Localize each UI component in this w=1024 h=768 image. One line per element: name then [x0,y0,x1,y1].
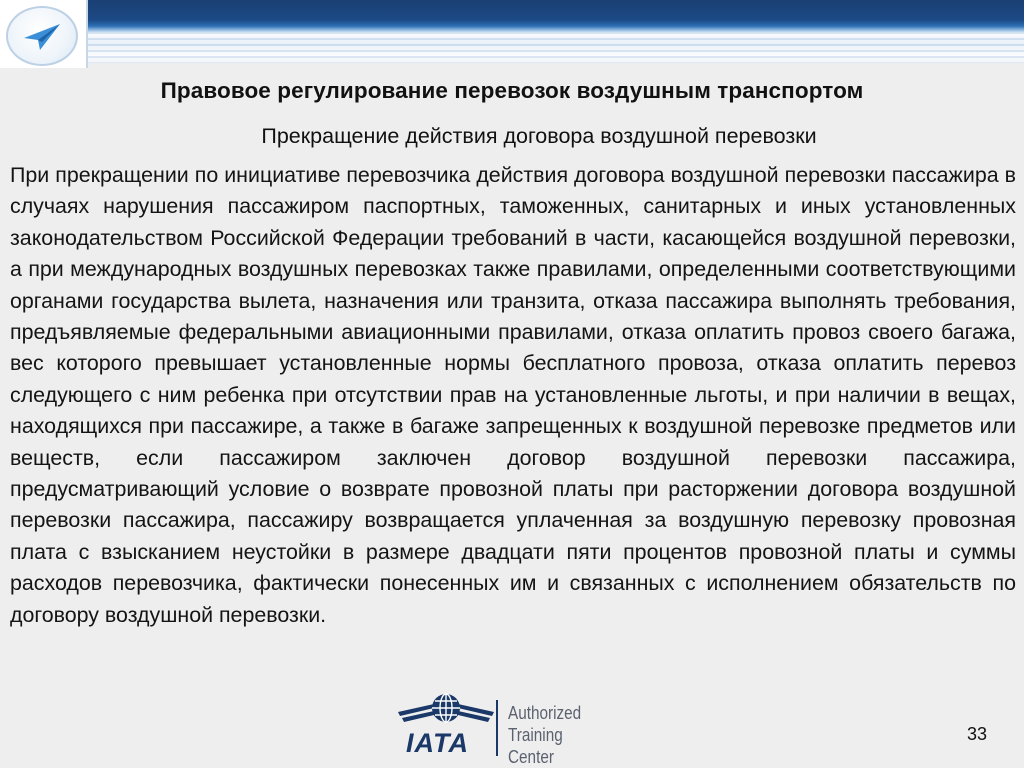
slide-title: Правовое регулирование перевозок воздушным транспортом [160,78,864,103]
iata-wordmark: IATA [406,728,469,758]
page-number: 33 [967,724,988,744]
iata-line-training-center: Training Center [508,725,563,767]
logo-circle [6,6,78,66]
iata-logo [396,690,616,767]
body-paragraph: При прекращении по инициативе перевозчика действия договора воздушной перевозки пассажира в случаях нарушения пассажиром паспортных, таможенных, санитарных и иных установленных законодательством Российской Федерации требований в части, касающейся воздушной перевозки, а при международных воздушных перевозках также правилами, определенными соответствующими органами государства вылета, назначения или транзита, отказа пассажира выполнять требования, предъявляемые федеральными авиационными правилами, отказа оплатить провоз своего багажа, вес которого превышает установленные нормы бесплатного провоза, отказа оплатить перевоз следующего с ним ребенка при отсутствии прав на установленные льготы, и при наличии в вещах, находящихся при пассажире, а также в багаже запрещенных к воздушной перевозке предметов или веществ, если пассажиром заключен договор воздушной перевозки пассажира, предусматривающий условие о возврате провозной платы при расторжении договора воздушной перевозки пассажира, пассажиру возвращается уплаченная за воздушную перевозку провозная плата с взысканием неустойки в размере двадцати пяти процентов провозной платы и суммы расходов перевозчика, фактически понесенных им и связанных с исполнением обязательств по договору воздушной перевозки. [10,163,1016,627]
iata-divider [496,700,498,756]
corner-logo [0,0,88,68]
paper-plane-icon [20,18,64,54]
slide-subtitle: Прекращение действия договора воздушной перевозки [261,124,817,148]
iata-line-authorized: Authorized [508,703,582,723]
header-stripes [88,32,1024,62]
iata-authorized-text [508,702,600,768]
header-band [0,0,1024,64]
iata-globe-wings-icon [396,690,496,730]
